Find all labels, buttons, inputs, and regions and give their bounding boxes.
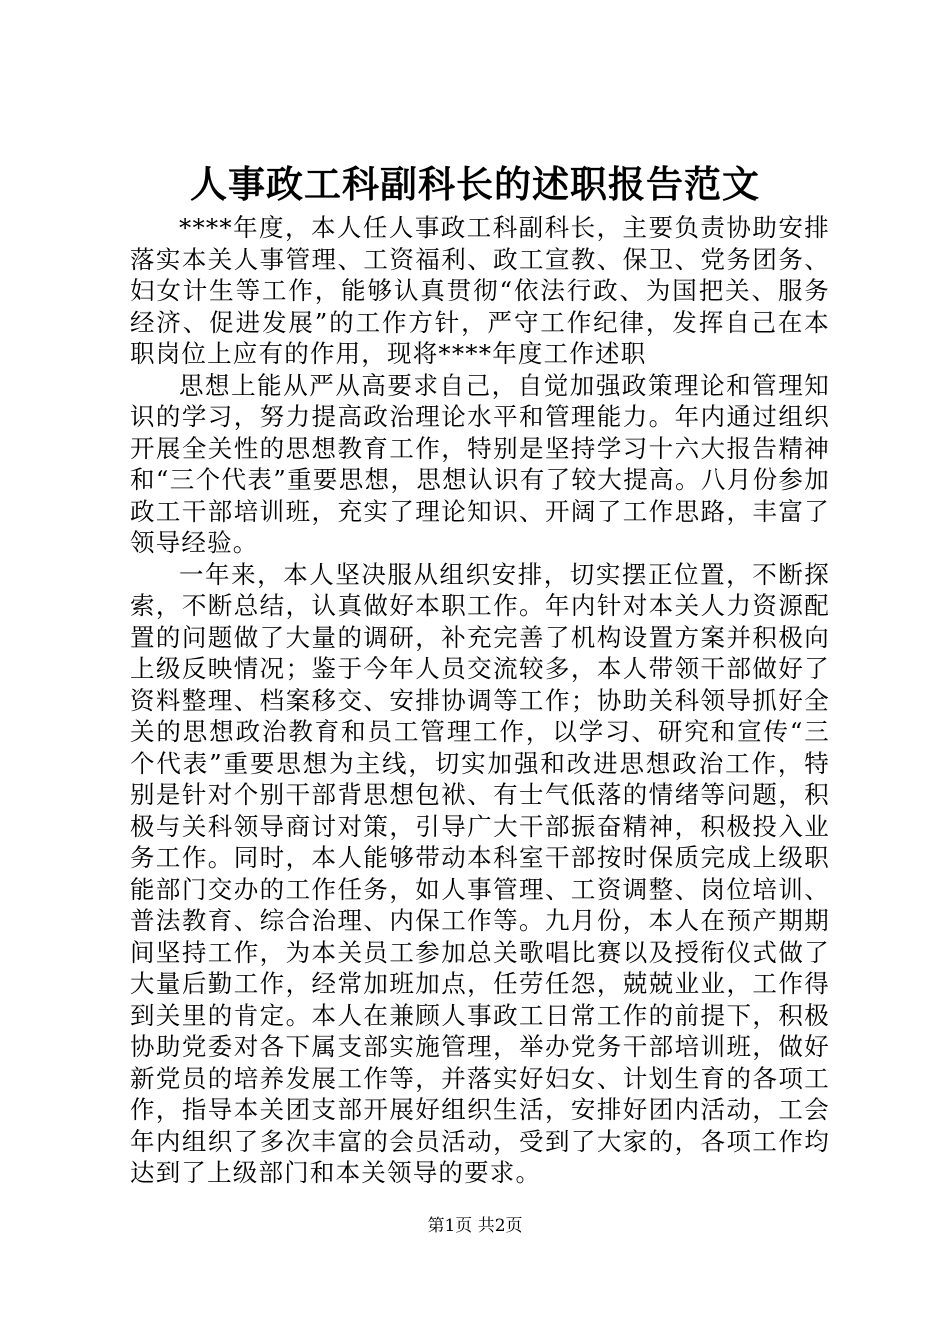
document-title: 人事政工科副科长的述职报告范文 bbox=[190, 162, 760, 206]
document-body bbox=[130, 212, 830, 1189]
paragraph-1: ****年度，本人任人事政工科副科长，主要负责协助安排落实本关人事管理、工资福利、政工宣教、保卫、党务团务、妇女计生等工作，能够认真贯彻“依法行政、为国把关、服务经济、促进发展”的工作方针，严守工作纪律，发挥自己在本职岗位上应有的作用，现将****年度工作述职 bbox=[130, 213, 830, 368]
paragraph-2: 思想上能从严从高要求自己，自觉加强政策理论和管理知识的学习，努力提高政治理论水平和管理能力。年内通过组织开展全关性的思想教育工作，特别是坚持学习十六大报告精神和“三个代表”重要思想，思想认识有了较大提高。八月份参加政工干部培训班，充实了理论知识、开阔了工作思路，丰富了领导经验。 bbox=[130, 370, 830, 557]
paragraph-3: 一年来，本人坚决服从组织安排，切实摆正位置，不断探索，不断总结，认真做好本职工作。年内针对本关人力资源配置的问题做了大量的调研，补充完善了机构设置方案并积极向上级反映情况；鉴于今年人员交流较多，本人带领干部做好了资料整理、档案移交、安排协调等工作；协助关科领导抓好全关的思想政治教育和员工管理工作，以学习、研究和宣传“三个代表”重要思想为主线，切实加强和改进思想政治工作，特别是针对个别干部背思想包袱、有士气低落的情绪等问题，积极与关科领导商讨对策，引导广大干部振奋精神，积极投入业务工作。同时，本人能够带动本科室干部按时保质完成上级职能部门交办的工作任务，如人事管理、工资调整、岗位培训、普法教育、综合治理、内保工作等。九月份，本人在预产期期间坚持工作，为本关员工参加总关歌唱比赛以及授衔仪式做了大量后勤工作，经常加班加点，任劳任怨，兢兢业业，工作得到关里的肯定。本人在兼顾人事政工日常工作的前提下，积极协助党委对各下属支部实施管理，举办党务干部培训班，做好新党员的培养发展工作等，并落实好妇女、计划生育的各项工作，指导本关团支部开展好组织生活，安排好团内活动，工会年内组织了多次丰富的会员活动，受到了大家的，各项工作均达到了上级部门和本关领导的要求。 bbox=[130, 559, 830, 1187]
page-footer: 第1页 共2页 bbox=[427, 1216, 523, 1236]
